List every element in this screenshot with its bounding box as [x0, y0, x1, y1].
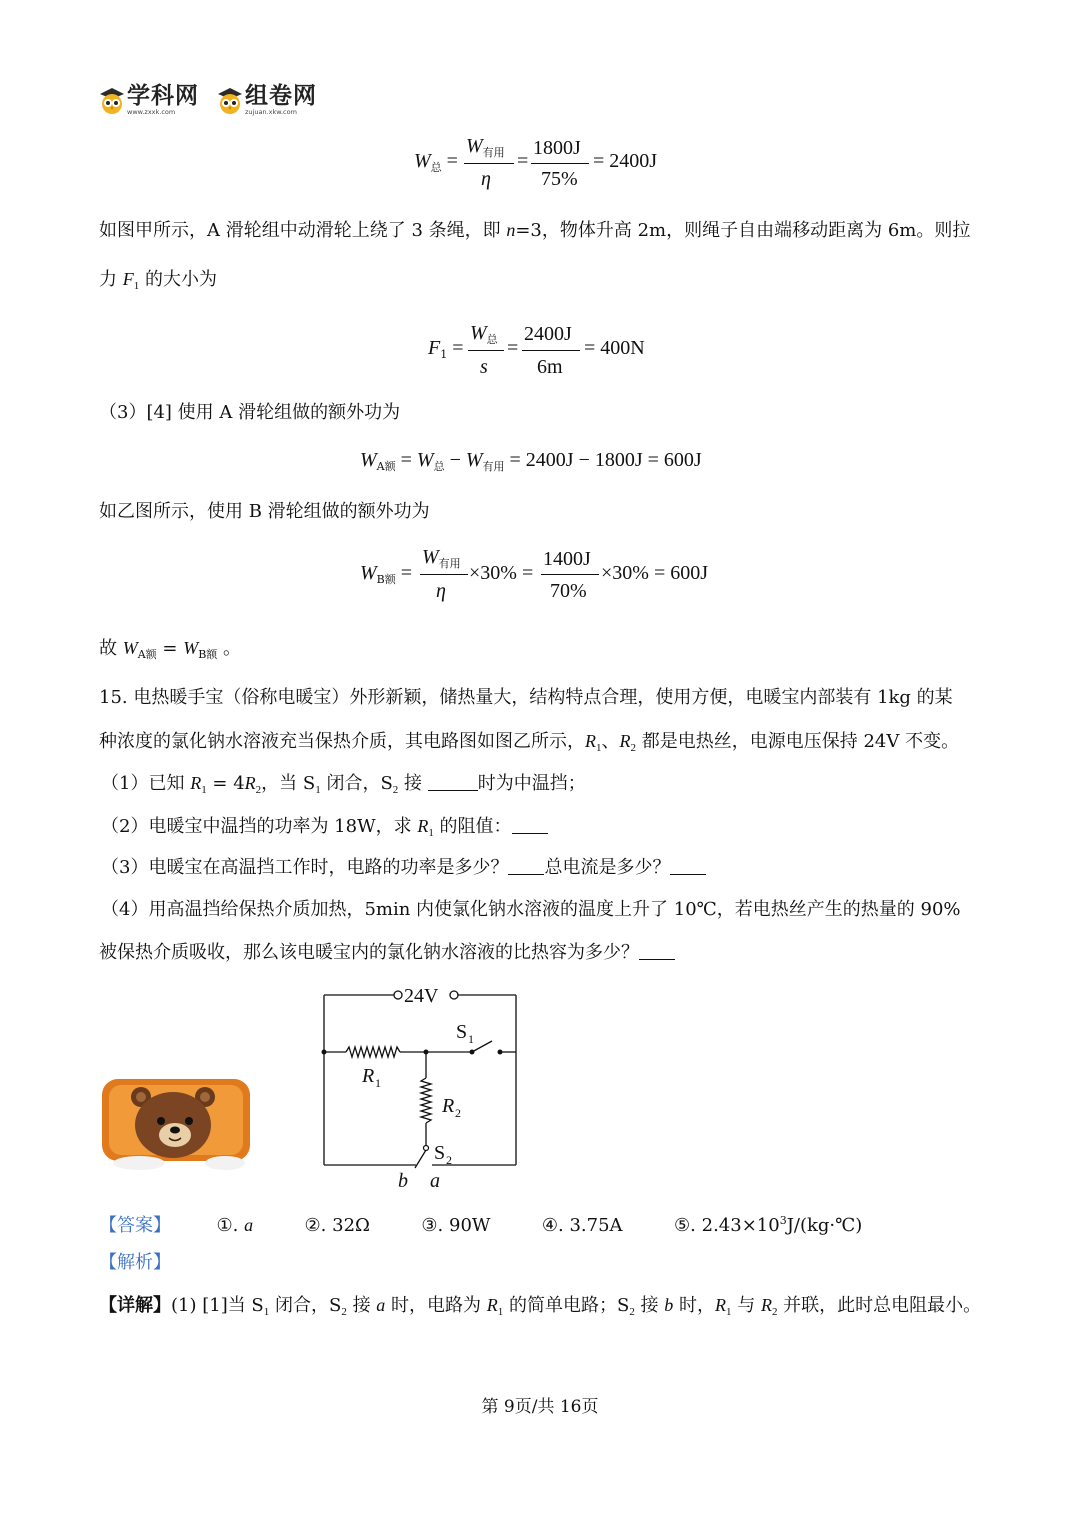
- numerator-symbol: W: [422, 546, 439, 568]
- analysis-label: 【解析】: [99, 1252, 171, 1273]
- numerator-subscript: 有用: [482, 146, 505, 159]
- answer-row: [99, 1209, 862, 1238]
- source-voltage-label: 24V: [404, 985, 439, 1007]
- multiplier: ×30% =: [469, 562, 534, 584]
- answer-blank[interactable]: [512, 815, 548, 834]
- zujuanwang-logo: [215, 84, 317, 116]
- contact-a-label: a: [430, 1170, 440, 1192]
- result-value: ×30% = 600J: [601, 562, 709, 584]
- paragraph: 如乙图所示，使用 B 滑轮组做的额外功为: [99, 501, 430, 522]
- numerator-value: 1400J: [543, 548, 591, 570]
- result-value: = 400N: [584, 337, 645, 359]
- logo-name: 组卷网: [245, 83, 317, 109]
- page-footer: 第 9页/共 16页: [481, 1397, 599, 1417]
- question-15-text: 种浓度的氯化钠水溶液充当保热介质，其电路图如图乙所示，$R_1$、$R_2$ 都是电热丝，电源电压保持 24V 不变。: [99, 731, 960, 754]
- conclusion: 故 $W_{A额} = W_{B额}$ 。: [99, 638, 242, 661]
- s2-label: S: [434, 1142, 446, 1164]
- paragraph: 力 $F_1$ 的大小为: [99, 269, 217, 292]
- answer-2: ②. 32Ω: [304, 1215, 370, 1236]
- numerator-symbol: W: [470, 322, 487, 344]
- hand-warmer-photo: [99, 1073, 254, 1171]
- denominator-value: 6m: [537, 356, 563, 378]
- answer-4: ④. 3.75A: [541, 1215, 623, 1236]
- formula-symbol: F: [428, 337, 441, 359]
- r1-label: R: [362, 1065, 375, 1087]
- numerator-subscript: 有用: [438, 557, 461, 570]
- r1-subscript: 1: [375, 1076, 381, 1090]
- logo-url: www.zxxk.com: [127, 108, 176, 116]
- answer-blank[interactable]: [639, 941, 675, 960]
- numerator-symbol: W: [466, 135, 483, 157]
- sub-question-1: （1）已知 $R_1 = 4R_2$，当 $S_1$ 闭合，$S_2$ 接 时为中温挡；: [101, 773, 586, 796]
- detailed-explanation: 【详解】(1) [1]当 $S_1$ 闭合，$S_2$ 接 a 时，电路为 $R_1$ 的简单电路；$S_2$ 接 b 时，$R_1$ 与 $R_2$ 并联，此时总电阻最小。: [99, 1295, 982, 1318]
- contact-b-label: b: [398, 1170, 408, 1192]
- formula-subscript: 总: [430, 161, 442, 174]
- header-logos: [97, 80, 333, 120]
- sub-question-4: （4）用高温挡给保热介质加热，5min 内使氯化钠水溶液的温度上升了 10℃，若电热丝产生的热量的 90%: [101, 899, 961, 920]
- denominator-symbol: η: [481, 168, 491, 190]
- r2-subscript: 2: [455, 1106, 461, 1120]
- r2-label: R: [442, 1095, 455, 1117]
- numerator-value: 2400J: [524, 323, 572, 345]
- denominator-symbol: s: [480, 356, 488, 378]
- logo-url: zujuan.xkw.com: [245, 108, 297, 116]
- denominator-value: 70%: [550, 580, 587, 602]
- owl-icon: [215, 85, 245, 115]
- formula-subscript: 1: [440, 348, 448, 361]
- denominator-value: 75%: [541, 168, 578, 190]
- s2-subscript: 2: [446, 1153, 452, 1167]
- circuit-diagram: [310, 978, 535, 1193]
- sub-question-2: （2）电暖宝中温挡的功率为 18W，求 $R_1$ 的阻值：: [101, 814, 548, 845]
- owl-icon: [97, 85, 127, 115]
- formula-subscript: B额: [376, 573, 396, 586]
- paragraph: 如图甲所示，A 滑轮组中动滑轮上绕了 3 条绳，即 n=3，物体升高 2m，则绳子自由端移动距离为 6m。则拉: [99, 220, 971, 241]
- denominator-symbol: η: [436, 580, 446, 602]
- numerator-subscript: 总: [486, 333, 498, 346]
- numerator-value: 1800J: [533, 137, 581, 159]
- formula-extra-work-a: $W_{A额} = W_总 - W_{有用} = 2400J - 1800J = 600J$: [360, 449, 702, 473]
- answer-blank[interactable]: [670, 856, 706, 875]
- answer-blank[interactable]: [508, 856, 544, 875]
- logo-name: 学科网: [127, 83, 199, 109]
- formula-symbol: W: [360, 562, 377, 584]
- answer-3: ③. 90W: [421, 1215, 491, 1236]
- result-value: = 2400J: [593, 150, 658, 172]
- question-15-text: 15. 电热暖手宝（俗称电暖宝）外形新颖，储热量大，结构特点合理，使用方便，电暖宝内部装有 1kg 的某: [99, 687, 953, 708]
- answer-5: ⑤. $2.43\times 10^3J/(kg\cdot℃)$: [674, 1214, 863, 1236]
- answer-blank[interactable]: [428, 772, 478, 791]
- sub-question-4: 被保热介质吸收，那么该电暖宝内的氯化钠水溶液的比热容为多少？: [99, 941, 675, 965]
- formula-symbol: W: [414, 150, 431, 172]
- xuekewang-logo: [97, 84, 199, 116]
- s1-label: S: [456, 1021, 468, 1043]
- answer-label: 【答案】: [99, 1215, 171, 1236]
- paragraph: （3）[4] 使用 A 滑轮组做的额外功为: [99, 402, 401, 423]
- sub-question-3: （3）电暖宝在高温挡工作时，电路的功率是多少？ 总电流是多少？: [101, 856, 706, 880]
- answer-1: ①. a: [216, 1215, 254, 1236]
- s1-subscript: 1: [468, 1032, 474, 1046]
